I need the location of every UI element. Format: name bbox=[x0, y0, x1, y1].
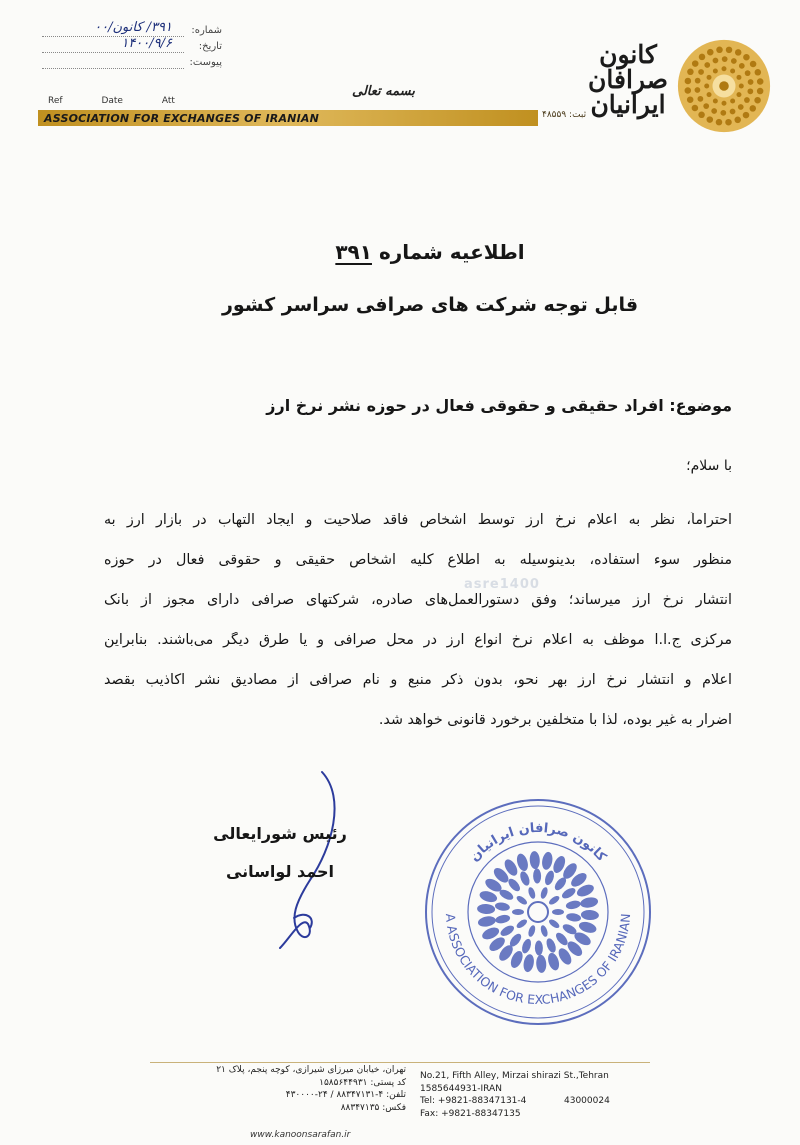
website-link[interactable]: www.kanoonsarafan.ir bbox=[250, 1130, 351, 1140]
association-logo-text bbox=[582, 42, 674, 117]
paragraph-line-2: منظور سوء استفاده، بدینوسیله به اطلاع کلیه اشخاص حقیقی و حقوقی فعال در حوزه bbox=[104, 552, 732, 568]
registration-number: ثبت: ۴۸۵۵۹ bbox=[542, 110, 587, 120]
letterhead-band-text: ASSOCIATION FOR EXCHANGES OF IRANIAN bbox=[44, 112, 319, 125]
footer-en-line-2: 1585644931-IRAN bbox=[420, 1083, 502, 1094]
seal-outer-text: A ASSOCIATION FOR EXCHANGES OF IRANIAN bbox=[442, 912, 634, 1007]
footer-fa-line-3: تلفن: ۴-۸۸۳۴۷۱۳۱ / ۲۴-۴۳۰۰۰۰ bbox=[285, 1090, 406, 1100]
footer-rule bbox=[150, 1062, 650, 1063]
letter-meta bbox=[42, 22, 222, 70]
footer-en-tel-extra: 43000024 bbox=[564, 1096, 610, 1106]
footer-address-en bbox=[420, 1070, 640, 1120]
signatory-name: احمد لواسانی bbox=[225, 862, 334, 881]
number-value: ۳۹۱/ کانون/۰۰ bbox=[94, 20, 172, 35]
paragraph-line-3: انتشار نرخ ارز میرساند؛ وفق دستورالعمل‌های صادره، شرکتهای صرافی دارای مجوز از بانک bbox=[104, 592, 732, 608]
date-value: ۱۴۰۰/۹/۶ bbox=[121, 36, 172, 51]
logo-line-1: کانون bbox=[599, 40, 657, 69]
logo-line-2: صرافان bbox=[588, 65, 668, 94]
subject-line: موضوع: افراد حقیقی و حقوقی فعال در حوزه نشر نرخ ارز bbox=[266, 396, 732, 415]
number-label: شماره: bbox=[191, 25, 222, 36]
ref-label: Ref bbox=[48, 96, 63, 106]
attachment-label: پیوست: bbox=[189, 57, 222, 68]
date-en-label: Date bbox=[101, 96, 123, 106]
paragraph-line-1: احتراماً، نظر به اعلام نرخ ارز توسط اشخاص فاقد صلاحیت و ایجاد التهاب در بازار ارز به bbox=[104, 512, 732, 528]
footer-fa-line-4: فکس: ۸۸۳۴۷۱۳۵ bbox=[340, 1102, 406, 1113]
signatory-title: رئیس شورایعالی bbox=[213, 824, 347, 843]
footer-en-tel: Tel: +9821-88347131-4 bbox=[420, 1096, 527, 1106]
paragraph-line-4: مرکزی ج.ا.ا موظف به اعلام نرخ انواع ارز در محل صرافی و یا طرق دیگر می‌باشند. بنابراین bbox=[104, 632, 732, 648]
basmala: بسمه تعالی bbox=[352, 84, 415, 99]
watermark: asre1400 bbox=[464, 577, 540, 592]
date-label: تاریخ: bbox=[198, 41, 222, 52]
association-seal-stamp bbox=[418, 792, 658, 1032]
association-logo-emblem bbox=[676, 38, 772, 134]
footer-fa-line-2: کد پستی: ۱۵۸۵۶۴۴۹۳۱ bbox=[319, 1077, 406, 1088]
paragraph-line-5: اعلام و انتشار نرخ ارز بهر نحو، بدون ذکر منبع و نام صرافی از مصادیق نشر اکاذیب بقصد bbox=[104, 672, 732, 688]
footer-fa-line-1: تهران، خیابان میرزای شیرازی، کوچه پنجم، پلاک ۲۱ bbox=[216, 1065, 406, 1075]
att-label: Att bbox=[161, 96, 175, 106]
paragraph-line-6: اضرار به غیر بوده، لذا با متخلفین برخورد قانونی خواهد شد. bbox=[378, 712, 732, 728]
footer-address-fa bbox=[176, 1064, 406, 1114]
ref-row bbox=[48, 96, 211, 106]
notice-heading bbox=[200, 240, 660, 264]
seal-inner-text: کانون صرافان ایرانیان bbox=[467, 820, 609, 865]
footer-en-fax: Fax: +9821-88347135 bbox=[420, 1108, 521, 1119]
footer-en-line-1: No.21, Fifth Alley, Mirzai shirazi St.,Tehran bbox=[420, 1071, 609, 1081]
notice-subheading: قابل توجه شرکت های صرافی سراسر کشور bbox=[221, 294, 639, 316]
greeting: با سلام؛ bbox=[686, 458, 732, 474]
heading-number: ۳۹۱ bbox=[335, 240, 372, 264]
logo-line-3: ایرانیان bbox=[590, 90, 666, 119]
heading-prefix: اطلاعیه شماره bbox=[378, 240, 525, 264]
